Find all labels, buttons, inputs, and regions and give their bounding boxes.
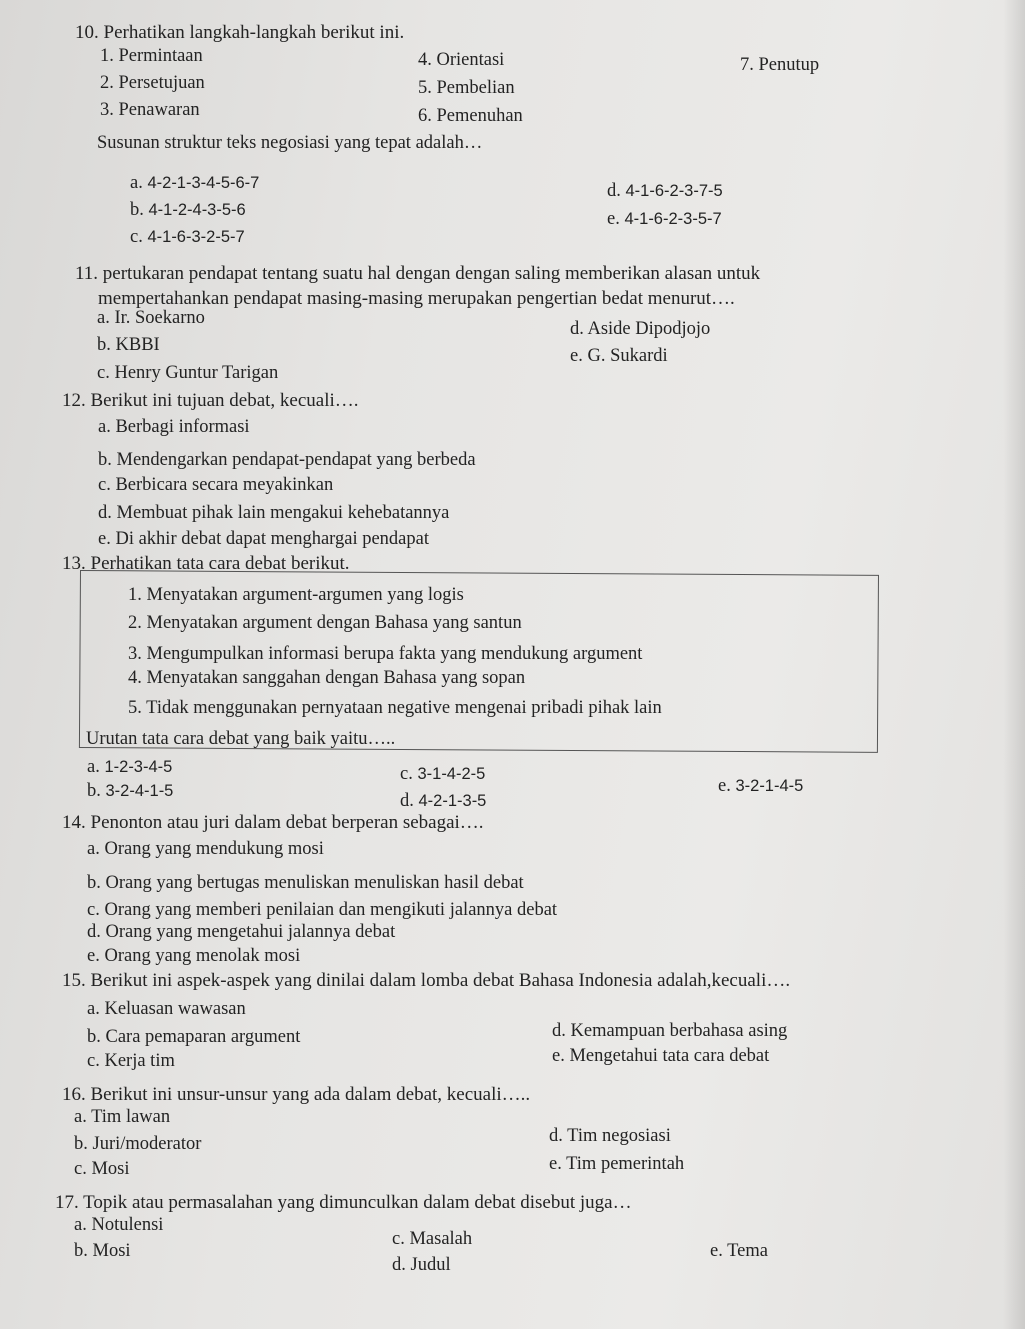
q10-option-d-text: 4-1-6-2-3-7-5 bbox=[625, 182, 723, 200]
q16-option-c-text: Mosi bbox=[91, 1159, 130, 1179]
q10-option-e[interactable]: e. 4-1-6-2-3-5-7 bbox=[607, 209, 722, 229]
q16-option-d-text: Tim negosiasi bbox=[567, 1126, 671, 1146]
q16-option-d[interactable]: d. Tim negosiasi bbox=[549, 1126, 671, 1146]
q13-option-b[interactable]: b. 3-2-4-1-5 bbox=[87, 781, 174, 801]
q10-option-d[interactable]: d. 4-1-6-2-3-7-5 bbox=[607, 181, 723, 201]
q17-option-d[interactable]: d. Judul bbox=[392, 1255, 451, 1275]
q13-option-d[interactable]: d. 4-2-1-3-5 bbox=[400, 791, 487, 811]
q12-option-c-text: Berbicara secara meyakinkan bbox=[115, 475, 334, 495]
q15-option-a-text: Keluasan wawasan bbox=[104, 999, 246, 1019]
q11-option-a[interactable]: a. Ir. Soekarno bbox=[97, 308, 205, 328]
question-12: 12. Berikut ini tujuan debat, kecuali…. bbox=[62, 390, 359, 411]
q12-option-d-text: Membuat pihak lain mengakui kehebatannya bbox=[116, 503, 450, 523]
q14-option-c-text: Orang yang memberi penilaian dan mengikuti jalannya debat bbox=[104, 900, 558, 920]
question-11-line-1: 11. pertukaran pendapat tentang suatu hal dengan dengan saling memberikan alasan untuk bbox=[75, 263, 761, 284]
q13-option-a[interactable]: a. 1-2-3-4-5 bbox=[87, 757, 173, 777]
q16-option-b[interactable]: b. Juri/moderator bbox=[74, 1134, 202, 1154]
q11-option-b[interactable]: b. KBBI bbox=[97, 335, 160, 355]
q10-option-a[interactable]: a. 4-2-1-3-4-5-6-7 bbox=[130, 173, 260, 193]
q17-option-a[interactable]: a. Notulensi bbox=[74, 1215, 164, 1235]
q15-option-b[interactable]: b. Cara pemaparan argument bbox=[87, 1027, 301, 1047]
q14-option-e-text: Orang yang menolak mosi bbox=[104, 946, 301, 966]
q13-option-e-text: 3-2-1-4-5 bbox=[735, 777, 804, 795]
q15-option-c[interactable]: c. Kerja tim bbox=[87, 1051, 175, 1071]
question-17: 17. Topik atau permasalahan yang dimunculkan dalam debat disebut juga… bbox=[55, 1192, 632, 1213]
q17-option-b-text: Mosi bbox=[92, 1241, 131, 1261]
q11-option-c-text: Henry Guntur Tarigan bbox=[114, 363, 279, 383]
q15-option-c-text: Kerja tim bbox=[104, 1051, 175, 1071]
q17-option-e[interactable]: e. Tema bbox=[710, 1241, 768, 1261]
q10-prompt: Susunan struktur teks negosiasi yang tepat adalah… bbox=[97, 133, 483, 153]
question-16: 16. Berikut ini unsur-unsur yang ada dalam debat, kecuali….. bbox=[62, 1084, 531, 1105]
q12-option-b[interactable]: b. Mendengarkan pendapat-pendapat yang berbeda bbox=[98, 450, 476, 470]
q10-option-b-text: 4-1-2-4-3-5-6 bbox=[148, 201, 246, 219]
q15-option-b-text: Cara pemaparan argument bbox=[105, 1027, 301, 1047]
q10-option-b[interactable]: b. 4-1-2-4-3-5-6 bbox=[130, 200, 246, 220]
q12-option-e-text: Di akhir debat dapat menghargai pendapat bbox=[115, 529, 429, 549]
q13-option-e[interactable]: e. 3-2-1-4-5 bbox=[718, 776, 804, 796]
q12-option-a-text: Berbagi informasi bbox=[115, 417, 250, 437]
q17-option-c[interactable]: c. Masalah bbox=[392, 1229, 473, 1249]
q14-option-b[interactable]: b. Orang yang bertugas menuliskan menuliskan hasil debat bbox=[87, 873, 524, 893]
q14-option-d[interactable]: d. Orang yang mengetahui jalannya debat bbox=[87, 922, 396, 942]
q17-option-e-text: Tema bbox=[727, 1241, 768, 1261]
q13-option-d-text: 4-2-1-3-5 bbox=[418, 792, 487, 810]
q15-option-a[interactable]: a. Keluasan wawasan bbox=[87, 999, 246, 1019]
q11-option-d-text: Aside Dipodjojo bbox=[587, 319, 711, 339]
q11-option-a-text: Ir. Soekarno bbox=[114, 308, 205, 328]
q13-option-a-text: 1-2-3-4-5 bbox=[104, 758, 173, 776]
q17-option-d-text: Judul bbox=[410, 1255, 451, 1275]
q13-option-c-text: 3-1-4-2-5 bbox=[417, 765, 486, 783]
q17-option-a-text: Notulensi bbox=[91, 1215, 164, 1235]
q13-item-2: 2. Menyatakan argument dengan Bahasa yang santun bbox=[128, 613, 522, 633]
q11-option-d[interactable]: d. Aside Dipodjojo bbox=[570, 319, 711, 339]
q10-option-e-text: 4-1-6-2-3-5-7 bbox=[624, 210, 722, 228]
q14-option-a[interactable]: a. Orang yang mendukung mosi bbox=[87, 839, 324, 859]
q13-option-c[interactable]: c. 3-1-4-2-5 bbox=[400, 764, 486, 784]
question-13: 13. Perhatikan tata cara debat berikut. bbox=[62, 553, 350, 574]
q14-option-d-text: Orang yang mengetahui jalannya debat bbox=[105, 922, 396, 942]
q13-item-3: 3. Mengumpulkan informasi berupa fakta yang mendukung argument bbox=[128, 644, 643, 664]
q14-option-a-text: Orang yang mendukung mosi bbox=[104, 839, 324, 859]
question-15: 15. Berikut ini aspek-aspek yang dinilai dalam lomba debat Bahasa Indonesia adalah,kecuali…. bbox=[62, 970, 791, 991]
question-14: 14. Penonton atau juri dalam debat berperan sebagai…. bbox=[62, 812, 484, 833]
q11-option-c[interactable]: c. Henry Guntur Tarigan bbox=[97, 363, 279, 383]
q11-option-b-text: KBBI bbox=[115, 335, 160, 355]
q16-option-b-text: Juri/moderator bbox=[92, 1134, 202, 1154]
q13-item-4: 4. Menyatakan sanggahan dengan Bahasa yang sopan bbox=[128, 668, 526, 688]
q15-option-d-text: Kemampuan berbahasa asing bbox=[570, 1021, 788, 1041]
q10-option-a-text: 4-2-1-3-4-5-6-7 bbox=[147, 174, 260, 192]
q10-step-5: 5. Pembelian bbox=[418, 78, 515, 98]
q13-prompt: Urutan tata cara debat yang baik yaitu….. bbox=[86, 729, 396, 749]
q10-option-c-text: 4-1-6-3-2-5-7 bbox=[147, 228, 245, 246]
q13-option-b-text: 3-2-4-1-5 bbox=[105, 782, 174, 800]
q11-option-e-text: G. Sukardi bbox=[587, 346, 668, 366]
q16-option-a-text: Tim lawan bbox=[91, 1107, 171, 1127]
q16-option-e-text: Tim pemerintah bbox=[566, 1154, 685, 1174]
q16-option-c[interactable]: c. Mosi bbox=[74, 1159, 130, 1179]
q14-option-e[interactable]: e. Orang yang menolak mosi bbox=[87, 946, 301, 966]
q17-option-b[interactable]: b. Mosi bbox=[74, 1241, 131, 1261]
q10-step-1: 1. Permintaan bbox=[100, 46, 203, 66]
q10-step-7: 7. Penutup bbox=[740, 55, 820, 75]
q13-item-5: 5. Tidak menggunakan pernyataan negative mengenai pribadi pihak lain bbox=[128, 698, 662, 718]
q10-option-c[interactable]: c. 4-1-6-3-2-5-7 bbox=[130, 227, 245, 247]
q14-option-c[interactable]: c. Orang yang memberi penilaian dan mengikuti jalannya debat bbox=[87, 900, 558, 920]
q12-option-e[interactable]: e. Di akhir debat dapat menghargai pendapat bbox=[98, 529, 429, 549]
q14-option-b-text: Orang yang bertugas menuliskan menuliskan hasil debat bbox=[105, 873, 524, 893]
q10-step-6: 6. Pemenuhan bbox=[418, 106, 523, 126]
q15-option-e[interactable]: e. Mengetahui tata cara debat bbox=[552, 1046, 770, 1066]
q16-option-a[interactable]: a. Tim lawan bbox=[74, 1107, 171, 1127]
q11-option-e[interactable]: e. G. Sukardi bbox=[570, 346, 668, 366]
question-11-line-2: mempertahankan pendapat masing-masing merupakan pengertian bedat menurut…. bbox=[98, 288, 735, 309]
q13-item-1: 1. Menyatakan argument-argumen yang logis bbox=[128, 585, 464, 605]
q12-option-d[interactable]: d. Membuat pihak lain mengakui kehebatannya bbox=[98, 503, 450, 523]
q10-step-4: 4. Orientasi bbox=[418, 50, 505, 70]
q10-step-3: 3. Penawaran bbox=[100, 100, 200, 120]
q15-option-e-text: Mengetahui tata cara debat bbox=[569, 1046, 770, 1066]
q12-option-c[interactable]: c. Berbicara secara meyakinkan bbox=[98, 475, 334, 495]
page-shadow bbox=[1003, 0, 1025, 1329]
q15-option-d[interactable]: d. Kemampuan berbahasa asing bbox=[552, 1021, 788, 1041]
question-10: 10. Perhatikan langkah-langkah berikut ini. bbox=[75, 22, 405, 43]
q12-option-b-text: Mendengarkan pendapat-pendapat yang berbeda bbox=[116, 450, 476, 470]
q17-option-c-text: Masalah bbox=[409, 1229, 473, 1249]
q16-option-e[interactable]: e. Tim pemerintah bbox=[549, 1154, 685, 1174]
q10-step-2: 2. Persetujuan bbox=[100, 73, 205, 93]
q12-option-a[interactable]: a. Berbagi informasi bbox=[98, 417, 250, 437]
